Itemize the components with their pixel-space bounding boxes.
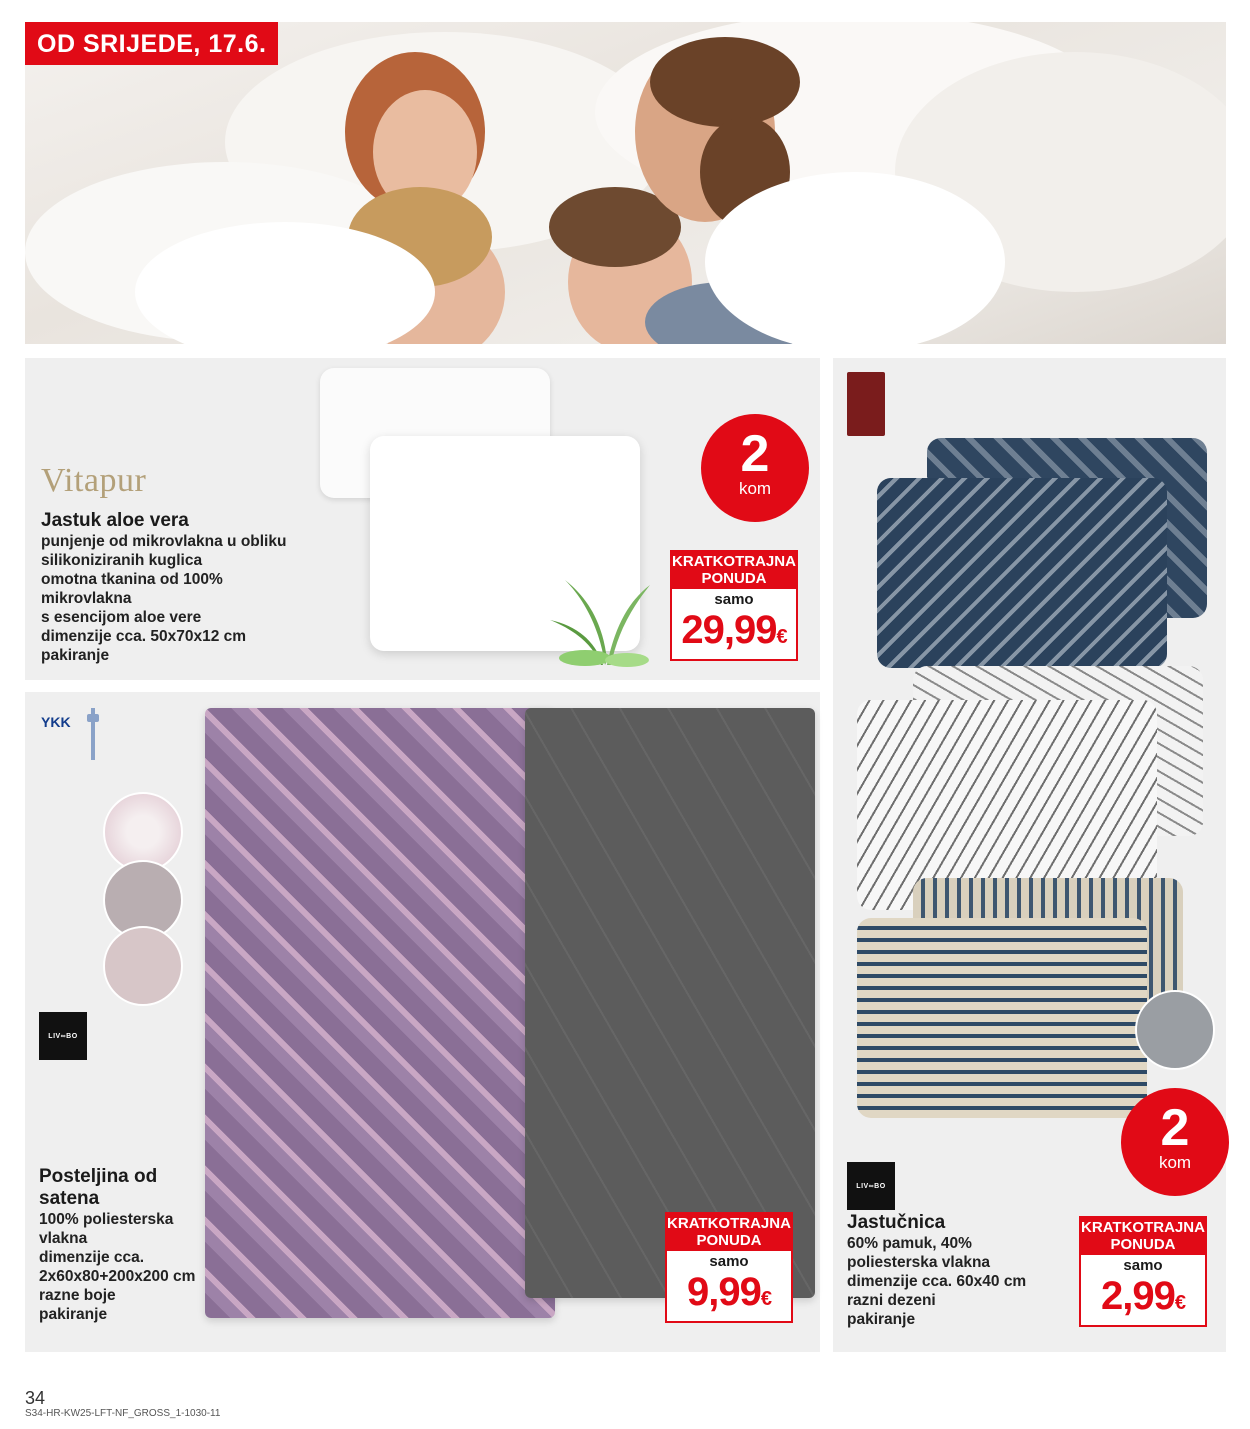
price-body xyxy=(1079,1255,1207,1327)
short-offer-label xyxy=(1079,1216,1207,1255)
pillow-price-tag xyxy=(670,550,798,661)
catalog-code: S34-HR-KW25-LFT-NF_GROSS_1-1030-11 xyxy=(25,1408,221,1419)
price-amount: 2,99 xyxy=(1101,1274,1175,1318)
price-body xyxy=(665,1251,793,1323)
pillow-detail-line: omotna tkanina od 100% xyxy=(41,571,223,588)
short-offer-line2: PONUDA xyxy=(696,1232,762,1249)
pillowcase-detail-line: dimenzije cca. 60x40 cm xyxy=(847,1273,1027,1290)
short-offer-line1: KRATKOTRAJNA xyxy=(667,1215,791,1232)
bedding-detail-line: vlakna xyxy=(39,1230,88,1247)
pillowcase-detail-line: razni dezeni xyxy=(847,1292,936,1309)
pillow-description xyxy=(41,510,286,665)
pillowcase-image-geo-front xyxy=(857,918,1147,1118)
bedding-detail-line: dimenzije cca. xyxy=(39,1249,145,1266)
price-samo: samo xyxy=(714,591,754,608)
bedding-image-purple xyxy=(205,708,555,1318)
bedding-detail-line: 2x60x80+200x200 cm xyxy=(39,1268,196,1285)
grey-floral-swatch xyxy=(1135,990,1215,1070)
pillow-detail-line: dimenzije cca. 50x70x12 cm xyxy=(41,628,247,645)
pillow-offer-panel xyxy=(25,358,820,680)
price-value xyxy=(1081,1274,1205,1325)
family-sleeping-illustration xyxy=(25,22,1226,344)
offer-date-badge: OD SRIJEDE, 17.6. xyxy=(25,22,278,65)
pillow-detail-line: mikrovlakna xyxy=(41,590,132,607)
pillowcase-offer-panel xyxy=(833,358,1226,1352)
price-currency: € xyxy=(760,1288,771,1310)
price-amount: 9,99 xyxy=(687,1270,761,1314)
bedding-detail-line: razne boje xyxy=(39,1287,116,1304)
pillowcase-title: Jastučnica xyxy=(847,1212,946,1233)
livarno-logo: LIV∞BO xyxy=(39,1012,87,1060)
price-currency: € xyxy=(776,626,787,648)
aloe-vera-icon xyxy=(545,570,665,670)
pillow-title: Jastuk aloe vera xyxy=(41,510,189,531)
price-samo: samo xyxy=(709,1253,749,1270)
bedding-title-line1: Posteljina od xyxy=(39,1166,158,1187)
bedding-packaging: pakiranje xyxy=(39,1306,108,1323)
zipper-icon xyxy=(83,708,103,760)
bedding-detail-line: 100% poliesterska xyxy=(39,1211,174,1228)
short-offer-line2: PONUDA xyxy=(701,570,767,587)
promo-unit: kom xyxy=(1158,1153,1192,1172)
pink-swatch xyxy=(103,926,183,1006)
price-body xyxy=(670,589,798,661)
short-offer-line2: PONUDA xyxy=(1110,1236,1176,1253)
pillowcase-detail-line: poliesterska vlakna xyxy=(847,1254,991,1271)
ykk-text: YKK xyxy=(41,714,71,730)
pillowcase-detail-line: 60% pamuk, 40% xyxy=(847,1235,972,1252)
bedding-title-line2: satena xyxy=(39,1188,100,1209)
promo-quantity: 2 xyxy=(740,425,770,483)
short-offer-line1: KRATKOTRAJNA xyxy=(1081,1219,1205,1236)
pillowcase-price-tag xyxy=(1079,1216,1207,1327)
pillow-detail-line: punjenje od mikrovlakna u obliku xyxy=(41,533,287,550)
price-amount: 29,99 xyxy=(681,608,777,652)
bedding-price-tag xyxy=(665,1212,793,1323)
price-value xyxy=(667,1270,791,1321)
short-offer-label xyxy=(670,550,798,589)
price-currency: € xyxy=(1174,1292,1185,1314)
bedding-image-grey xyxy=(525,708,815,1298)
pillow-detail-line: s esencijom aloe vere xyxy=(41,609,202,626)
promo-quantity-badge xyxy=(1121,1088,1229,1196)
bedding-offer-panel xyxy=(25,692,820,1352)
pillowcase-details xyxy=(847,1234,1026,1329)
short-offer-label xyxy=(665,1212,793,1251)
page-number: 34 xyxy=(25,1388,46,1408)
bedding-details xyxy=(39,1210,195,1324)
pillowcase-description xyxy=(847,1212,1026,1329)
pillow-detail-line: silikoniziranih kuglica xyxy=(41,552,203,569)
price-value xyxy=(672,608,796,659)
promo-quantity-badge xyxy=(701,414,809,522)
certification-seal-icon xyxy=(847,372,885,436)
price-samo: samo xyxy=(1123,1257,1163,1274)
pillowcase-image-navy-front xyxy=(877,478,1167,668)
livarno-logo: LIV∞BO xyxy=(847,1162,895,1210)
hero-image xyxy=(25,22,1226,344)
bedding-title xyxy=(39,1166,195,1210)
ykk-logo xyxy=(41,714,71,732)
pillowcase-packaging: pakiranje xyxy=(847,1311,916,1328)
bedding-description xyxy=(39,1166,195,1324)
promo-unit: kom xyxy=(738,479,772,498)
pillow-details xyxy=(41,532,286,665)
vitapur-logo: Vitapur xyxy=(41,462,147,499)
pillow-packaging: pakiranje xyxy=(41,647,110,664)
promo-quantity: 2 xyxy=(1160,1099,1190,1157)
short-offer-line1: KRATKOTRAJNA xyxy=(672,553,796,570)
